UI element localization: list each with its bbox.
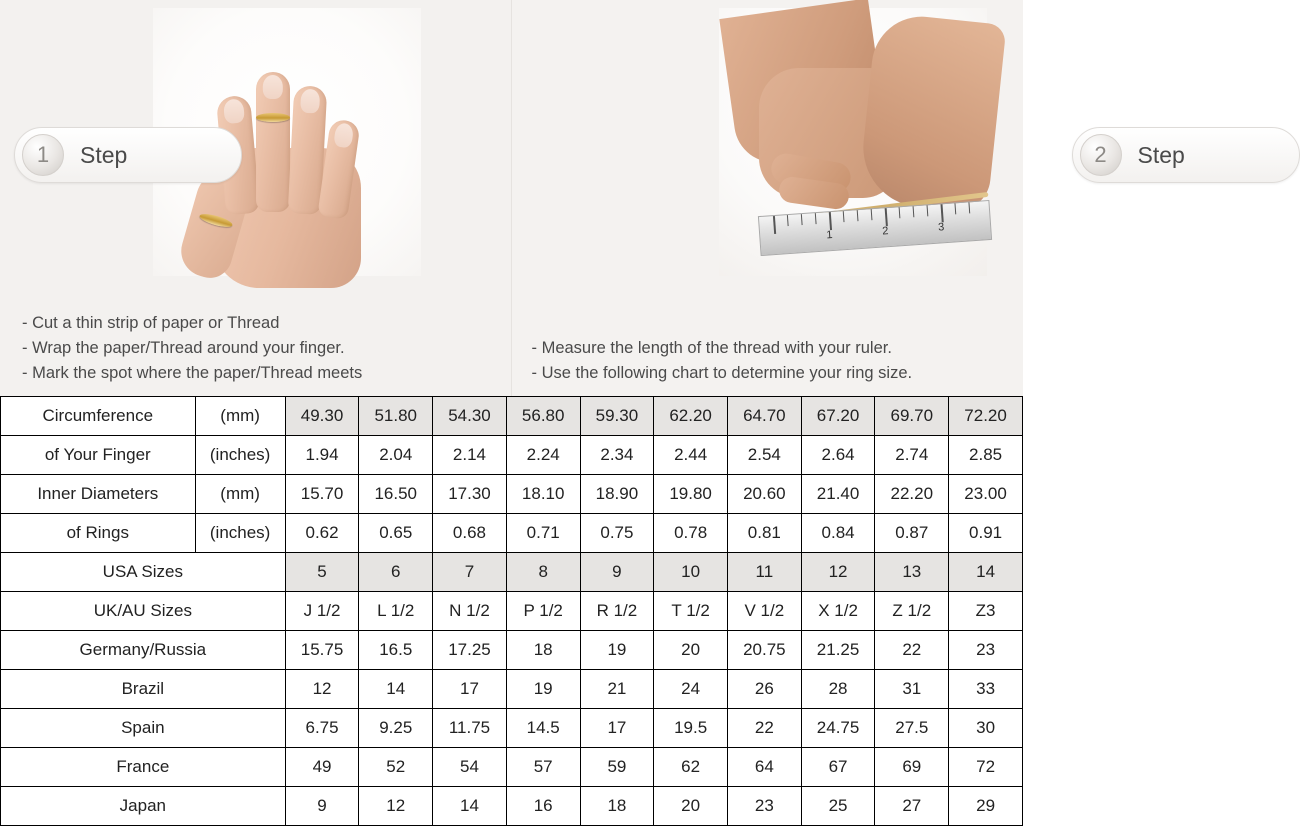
cell: 19.80 <box>654 475 728 514</box>
fingernail <box>333 122 354 148</box>
cell: 17 <box>580 709 654 748</box>
step-1-instructions <box>22 311 492 386</box>
cell: 0.65 <box>359 514 433 553</box>
steps-section <box>0 0 1185 396</box>
table-row <box>1 514 1023 553</box>
cell: 2.44 <box>654 436 728 475</box>
cell: 69 <box>875 748 949 787</box>
cell: 11.75 <box>433 709 507 748</box>
cell: 59 <box>580 748 654 787</box>
cell: 23 <box>727 787 801 826</box>
cell: 13 <box>875 553 949 592</box>
instruction-line: - Use the following chart to determine your ring size. <box>531 364 913 382</box>
table-row <box>1 631 1023 670</box>
ruler-mark: 2 <box>881 225 889 238</box>
cell: 64.70 <box>727 397 801 436</box>
table-row <box>1 748 1023 787</box>
cell: J 1/2 <box>285 592 359 631</box>
cell: 67 <box>801 748 875 787</box>
cell: 12 <box>801 553 875 592</box>
cell: 2.34 <box>580 436 654 475</box>
ring-on-finger <box>256 113 290 122</box>
cell: 5 <box>285 553 359 592</box>
cell: 11 <box>727 553 801 592</box>
cell: 15.70 <box>285 475 359 514</box>
cell: Z3 <box>949 592 1023 631</box>
cell: 17 <box>433 670 507 709</box>
cell: 54.30 <box>433 397 507 436</box>
cell: 17.25 <box>433 631 507 670</box>
fingernail <box>300 89 321 114</box>
cell: 19.5 <box>654 709 728 748</box>
table-row <box>1 475 1023 514</box>
cell: 28 <box>801 670 875 709</box>
cell: X 1/2 <box>801 592 875 631</box>
cell: 23 <box>949 631 1023 670</box>
cell: 0.91 <box>949 514 1023 553</box>
cell: 27 <box>875 787 949 826</box>
cell: 2.74 <box>875 436 949 475</box>
row-label: Germany/Russia <box>1 631 286 670</box>
cell: 2.14 <box>433 436 507 475</box>
cell: 15.75 <box>285 631 359 670</box>
cell: 1.94 <box>285 436 359 475</box>
step-2-panel <box>511 0 1185 396</box>
row-label: Inner Diameters <box>1 475 196 514</box>
cell: 62.20 <box>654 397 728 436</box>
cell: 25 <box>801 787 875 826</box>
size-chart-section <box>0 396 1023 826</box>
finger-middle <box>256 72 290 212</box>
cell: 16.50 <box>359 475 433 514</box>
cell: Z 1/2 <box>875 592 949 631</box>
cell: 19 <box>506 670 580 709</box>
row-label: Japan <box>1 787 286 826</box>
instruction-line: - Mark the spot where the paper/Thread meets <box>22 364 363 382</box>
cell: 49.30 <box>285 397 359 436</box>
cell: 33 <box>949 670 1023 709</box>
fingernail <box>263 75 283 99</box>
cell: 22.20 <box>875 475 949 514</box>
cell: 0.75 <box>580 514 654 553</box>
row-unit: (mm) <box>195 397 285 436</box>
step-2-photo <box>719 8 987 276</box>
cell: 12 <box>359 787 433 826</box>
cell: 22 <box>875 631 949 670</box>
cell: 0.68 <box>433 514 507 553</box>
row-label: of Rings <box>1 514 196 553</box>
cell: 20 <box>654 787 728 826</box>
cell: 16.5 <box>359 631 433 670</box>
cell: 0.84 <box>801 514 875 553</box>
table-row <box>1 553 1023 592</box>
cell: 22 <box>727 709 801 748</box>
cell: N 1/2 <box>433 592 507 631</box>
right-hand-shape <box>857 12 1006 215</box>
cell: 12 <box>285 670 359 709</box>
cell: 20.75 <box>727 631 801 670</box>
cell: 30 <box>949 709 1023 748</box>
cell: 2.54 <box>727 436 801 475</box>
cell: 29 <box>949 787 1023 826</box>
cell: 18.10 <box>506 475 580 514</box>
cell: R 1/2 <box>580 592 654 631</box>
cell: 72 <box>949 748 1023 787</box>
table-row <box>1 436 1023 475</box>
cell: 0.87 <box>875 514 949 553</box>
cell: 10 <box>654 553 728 592</box>
step-label: Step <box>1137 141 1185 168</box>
cell: 6.75 <box>285 709 359 748</box>
step-label: Step <box>80 141 128 168</box>
cell: 6 <box>359 553 433 592</box>
cell: 24.75 <box>801 709 875 748</box>
ring-size-table <box>0 396 1023 826</box>
row-label: UK/AU Sizes <box>1 592 286 631</box>
cell: L 1/2 <box>359 592 433 631</box>
cell: 0.71 <box>506 514 580 553</box>
cell: 14 <box>359 670 433 709</box>
cell: 27.5 <box>875 709 949 748</box>
row-label: Brazil <box>1 670 286 709</box>
cell: 0.81 <box>727 514 801 553</box>
step-1-panel <box>0 0 511 396</box>
instruction-line: - Measure the length of the thread with your ruler. <box>531 339 892 357</box>
cell: 21.40 <box>801 475 875 514</box>
cell: 18.90 <box>580 475 654 514</box>
cell: 14.5 <box>506 709 580 748</box>
cell: 7 <box>433 553 507 592</box>
cell: P 1/2 <box>506 592 580 631</box>
cell: 9 <box>580 553 654 592</box>
cell: 57 <box>506 748 580 787</box>
cell: 54 <box>433 748 507 787</box>
cell: 20.60 <box>727 475 801 514</box>
instruction-line: - Wrap the paper/Thread around your finger. <box>22 339 345 357</box>
table-row <box>1 709 1023 748</box>
cell: 49 <box>285 748 359 787</box>
instruction-line: - Cut a thin strip of paper or Thread <box>22 314 280 332</box>
cell: 21.25 <box>801 631 875 670</box>
cell: 2.24 <box>506 436 580 475</box>
table-row <box>1 670 1023 709</box>
step-1-badge <box>14 127 242 183</box>
cell: 21 <box>580 670 654 709</box>
step-number: 1 <box>22 134 64 176</box>
fingernail <box>223 98 245 124</box>
row-label: France <box>1 748 286 787</box>
cell: 24 <box>654 670 728 709</box>
table-row <box>1 787 1023 826</box>
row-unit: (inches) <box>195 436 285 475</box>
ruler-mark: 1 <box>825 228 833 242</box>
cell: 2.64 <box>801 436 875 475</box>
cell: V 1/2 <box>727 592 801 631</box>
cell: 9.25 <box>359 709 433 748</box>
cell: T 1/2 <box>654 592 728 631</box>
row-label: Spain <box>1 709 286 748</box>
cell: 0.62 <box>285 514 359 553</box>
cell: 52 <box>359 748 433 787</box>
cell: 2.85 <box>949 436 1023 475</box>
row-label: Circumference <box>1 397 196 436</box>
cell: 64 <box>727 748 801 787</box>
cell: 67.20 <box>801 397 875 436</box>
cell: 69.70 <box>875 397 949 436</box>
cell: 8 <box>506 553 580 592</box>
cell: 23.00 <box>949 475 1023 514</box>
cell: 0.78 <box>654 514 728 553</box>
cell: 18 <box>580 787 654 826</box>
cell: 14 <box>949 553 1023 592</box>
cell: 31 <box>875 670 949 709</box>
row-unit: (inches) <box>195 514 285 553</box>
ruler-mark: 3 <box>937 221 945 234</box>
cell: 14 <box>433 787 507 826</box>
cell: 9 <box>285 787 359 826</box>
step-number: 2 <box>1080 134 1122 176</box>
cell: 20 <box>654 631 728 670</box>
table-row <box>1 397 1023 436</box>
table-row <box>1 592 1023 631</box>
row-label: USA Sizes <box>1 553 286 592</box>
cell: 17.30 <box>433 475 507 514</box>
step-2-badge <box>1072 127 1300 183</box>
cell: 18 <box>506 631 580 670</box>
cell: 51.80 <box>359 397 433 436</box>
cell: 16 <box>506 787 580 826</box>
cell: 72.20 <box>949 397 1023 436</box>
cell: 56.80 <box>506 397 580 436</box>
row-unit: (mm) <box>195 475 285 514</box>
cell: 2.04 <box>359 436 433 475</box>
cell: 19 <box>580 631 654 670</box>
cell: 59.30 <box>580 397 654 436</box>
step-2-instructions <box>532 336 1022 386</box>
cell: 26 <box>727 670 801 709</box>
row-label: of Your Finger <box>1 436 196 475</box>
cell: 62 <box>654 748 728 787</box>
